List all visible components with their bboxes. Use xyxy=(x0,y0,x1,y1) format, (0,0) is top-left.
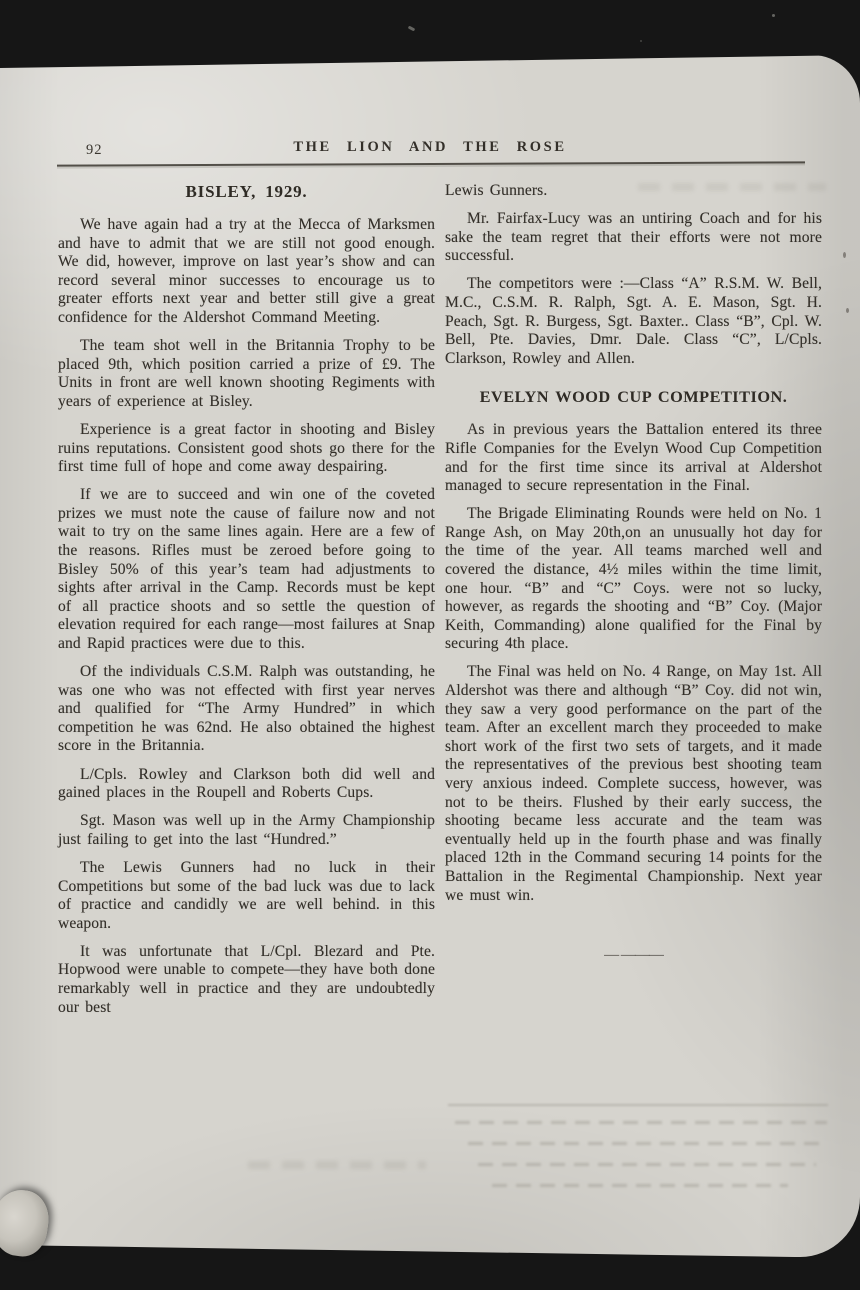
paragraph: L/Cpls. Rowley and Clarkson both did well and gained places in the Roupell and Roberts Cups. xyxy=(58,765,435,802)
evelyn-wood-article-body xyxy=(445,421,822,905)
header-rule xyxy=(57,161,805,166)
ink-fleck xyxy=(843,252,846,258)
film-speck xyxy=(408,26,416,32)
paragraph: We have again had a try at the Mecca of Marksmen and have to admit that we are still not good enough. We did, however, improve on last year’s show and can record several minor successes to encourage us to greater efforts next year and better still give a great confidence for the Aldershot Command Meeting. xyxy=(58,216,435,326)
paragraph: The Final was held on No. 4 Range, on May 1st. All Aldershot was there and although “B” Coy. did not win, they saw a very good performance on the part of the team. After an excellent march they proceeded to make short work of the first two sets of targets, and it made the representatives of the previous best shooting team very anxious indeed. Complete success, however, was not to be theirs. Flushed by their early success, the shooting became less accurate and the team was eventually held up in the fourth phase and was finally placed 12th in the Command securing 14 points for the Battalion in the Regimental Championship. Next year we must win. xyxy=(445,663,822,904)
show-through-line xyxy=(468,1142,820,1145)
show-through-smudge xyxy=(598,733,810,741)
show-through-smudge xyxy=(638,183,826,191)
paragraph: If we are to succeed and win one of the coveted prizes we must note the cause of failure now and not wait to try on the same lines again. Here are a few of the reasons. Rifles must be zeroed before going to Bisley 50% of this year’s team had adjustments to sights after arrival in the Camp. Records must be kept of all practice shoots and so settle the question of elevation required for each range—most failures at Snap and Rapid practices were due to this. xyxy=(58,486,435,652)
paragraph: Sgt. Mason was well up in the Army Championship just failing to get into the last “Hundred.” xyxy=(58,812,435,848)
running-head xyxy=(0,139,860,161)
end-separator: — ——— xyxy=(604,947,663,964)
paragraph: The team shot well in the Britannia Trophy to be placed 9th, which position carried a prize of £9. The Units in front are well known shooting Regiments with years of experience at Bisley. xyxy=(58,337,435,410)
article-heading-bisley: BISLEY, 1929. xyxy=(185,182,308,201)
page-number: 92 xyxy=(86,142,103,158)
article-heading-evelyn-wood: EVELYN WOOD CUP COMPETITION. xyxy=(479,387,788,407)
show-through-rule xyxy=(448,1104,828,1106)
paragraph: Experience is a great factor in shooting and Bisley ruins reputations. Consistent good shots go there for the first time full of hope and come away despairing. xyxy=(58,420,435,476)
ink-fleck xyxy=(846,308,849,313)
continuation-line: Lewis Gunners. xyxy=(445,182,548,199)
paragraph: The competitors were :—Class “A” R.S.M. W. Bell, M.C., C.S.M. R. Ralph, Sgt. A. E. Mason, Sgt. H. Peach, Sgt. R. Burgess, Sgt. Baxter.. Class “B”, Cpl. W. Bell, Pte. Davies, Dmr. Dale. Class “C”, L/Cpls. Clarkson, Rowley and Allen. xyxy=(445,275,822,367)
paragraph: As in previous years the Battalion entered its three Rifle Companies for the Evelyn Wood Cup Competition and for the first time since its arrival at Aldershot managed to secure representation in the Final. xyxy=(445,421,822,495)
bisley-article-body xyxy=(58,216,435,1017)
paragraph: The Brigade Eliminating Rounds were held on No. 1 Range Ash, on May 20th,on an unusually hot day for the time of the year. All teams marched well and covered the distance, 4½ miles within the time limit, one hour. “B” and “C” Coys. were not so lucky, however, as regards the shooting and “B” Coy. (Major Keith, Commanding) alone qualified for the Final by securing 4th place. xyxy=(445,505,822,653)
paper-page xyxy=(0,55,860,1257)
show-through-line xyxy=(492,1184,788,1187)
journal-title: THE LION AND THE ROSE xyxy=(293,139,567,155)
paragraph: Mr. Fairfax-Lucy was an untiring Coach and for his sake the team regret that their efforts were not more successful. xyxy=(445,210,822,265)
film-speck xyxy=(640,40,642,42)
column-right xyxy=(445,182,822,964)
show-through-smudge xyxy=(248,1161,426,1169)
show-through-line xyxy=(478,1163,816,1166)
paragraph: Of the individuals C.S.M. Ralph was outstanding, he was one who was not effected with first year nerves and qualified for “The Army Hundred” in which competition he was 62nd. He also obtained the highest score in the Britannia. xyxy=(58,663,435,755)
show-through-line xyxy=(455,1121,827,1124)
paragraph: It was unfortunate that L/Cpl. Blezard and Pte. Hopwood were unable to compete—they have both done remarkably well in practice and they are undoubtedly our best xyxy=(58,942,435,1016)
film-speck xyxy=(772,14,775,17)
paragraph: The Lewis Gunners had no luck in their Competitions but some of the bad luck was due to lack of practice and candidly we are well behind. in this weapon. xyxy=(58,858,435,932)
bisley-article-continued xyxy=(445,210,822,368)
column-left xyxy=(58,182,435,1027)
